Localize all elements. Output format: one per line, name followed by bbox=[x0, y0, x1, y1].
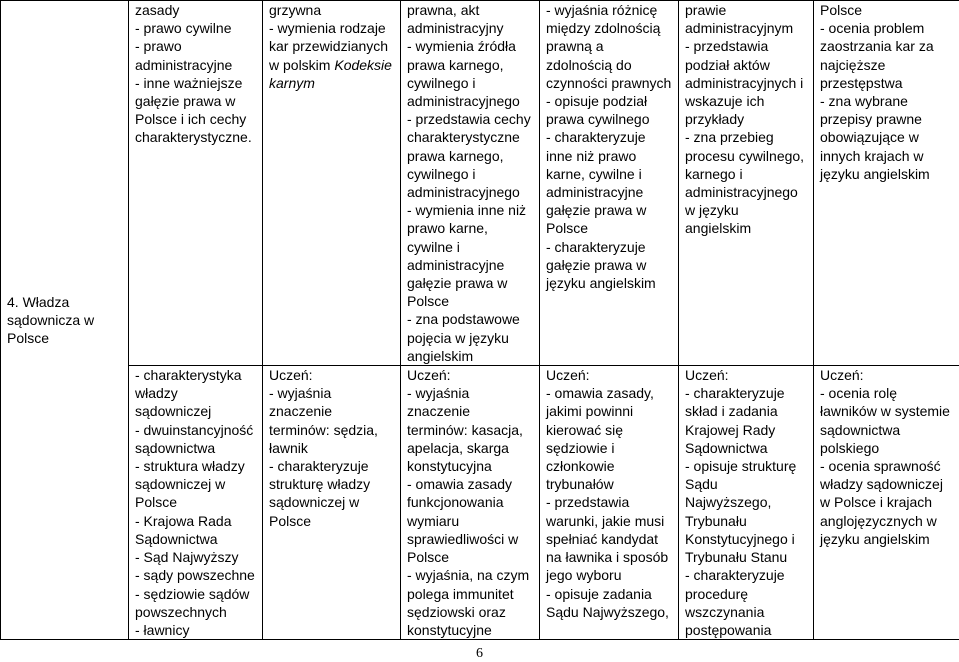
level-text: Uczeń: - wyjaśnia znaczenie terminów: kasacja, apelacja, skarga konstytucyjna - omawia zasady funkcjonowania wymiaru sprawiedliwości w Polsce - wyjaśnia, na czym polega immunitet sędziowski oraz konstytucyjne bbox=[407, 366, 533, 639]
level-text bbox=[269, 1, 394, 92]
level-text: Uczeń: - omawia zasady, jakimi powinni kierować się sędziowie i członkowie trybunałów - przedstawia warunki, jakie musi spełniać kandydat na ławnika i sposób jego wyboru - opisuje zadania Sądu Najwyższego, bbox=[546, 366, 672, 621]
table-cell bbox=[814, 1, 959, 366]
level-text: - wyjaśnia różnicę między zdolnością prawną a zdolnością do czynności prawnych - opisuje podział prawa cywilnego - charakteryzuje inne niż prawo karne, cywilne i administracyjne gałęzie prawa w Polsce - charakteryzuje gałęzie prawa w języku angielskim bbox=[546, 1, 672, 292]
table-cell bbox=[263, 366, 401, 640]
level-text: prawie administracyjnym - przedstawia podział aktów administracyjnych i wskazuje ich przykłady - zna przebieg procesu cywilnego, karnego i administracyjnego w języku angielskim bbox=[685, 1, 807, 238]
table-row bbox=[1, 1, 959, 366]
level-text-part: grzywna - wymienia rodzaje kar przewidzianych w polskim bbox=[269, 2, 388, 73]
level-text: Uczeń: - wyjaśnia znaczenie terminów: sędzia, ławnik - charakteryzuje strukturę władzy sądowniczej w Polsce bbox=[269, 366, 394, 530]
level-text: prawna, akt administracyjny - wymienia źródła prawa karnego, cywilnego i administracyjnego - przedstawia cechy charakterystyczne prawa karnego, cywilnego i administracyjnego - wymienia inne niż prawo karne, cywilne i administracyjne gałęzie prawa w Polsce - zna podstawowe pojęcia w języku angielskim bbox=[407, 1, 533, 365]
section-title-cell bbox=[1, 1, 129, 640]
table-cell bbox=[679, 1, 814, 366]
table-row bbox=[1, 366, 959, 640]
table-cell bbox=[401, 1, 540, 366]
table-cell bbox=[263, 1, 401, 366]
topics-text: zasady - prawo cywilne - prawo administracyjne - inne ważniejsze gałęzie prawa w Polsce i ich cechy charakterystyczne. bbox=[135, 1, 256, 147]
table-cell bbox=[679, 366, 814, 640]
level-text: Polsce - ocenia problem zaostrzania kar za najcięższe przestępstwa - zna wybrane przepisy prawne obowiązujące w innych krajach w języku angielskim bbox=[820, 1, 953, 183]
topics-text: - charakterystyka władzy sądowniczej - dwuinstancyjność sądownictwa - struktura władzy sądowniczej w Polsce - Krajowa Rada Sądownictwa - Sąd Najwyższy - sądy powszechne - sędziowie sądów powszechnych - ławnicy bbox=[135, 366, 256, 639]
level-text: Uczeń: - ocenia rolę ławników w systemie sądownictwa polskiego - ocenia sprawność władzy sądowniczej w Polsce i krajach anglojęzycznych w języku angielskim bbox=[820, 366, 953, 548]
section-title: 4. Władza sądownicza w Polsce bbox=[7, 293, 122, 348]
table-cell bbox=[129, 366, 263, 640]
table-cell bbox=[129, 1, 263, 366]
level-text: Uczeń: - charakteryzuje skład i zadania Krajowej Rady Sądownictwa - opisuje strukturę Sądu Najwyższego, Trybunału Konstytucyjnego i Trybunału Stanu - charakteryzuje procedurę wszczynania postępowania bbox=[685, 366, 807, 639]
code-title: Kodeksie karnym bbox=[269, 57, 392, 91]
table-cell bbox=[540, 1, 679, 366]
table-cell bbox=[401, 366, 540, 640]
page-number: 6 bbox=[0, 646, 959, 662]
table-cell bbox=[540, 366, 679, 640]
table-cell bbox=[814, 366, 959, 640]
